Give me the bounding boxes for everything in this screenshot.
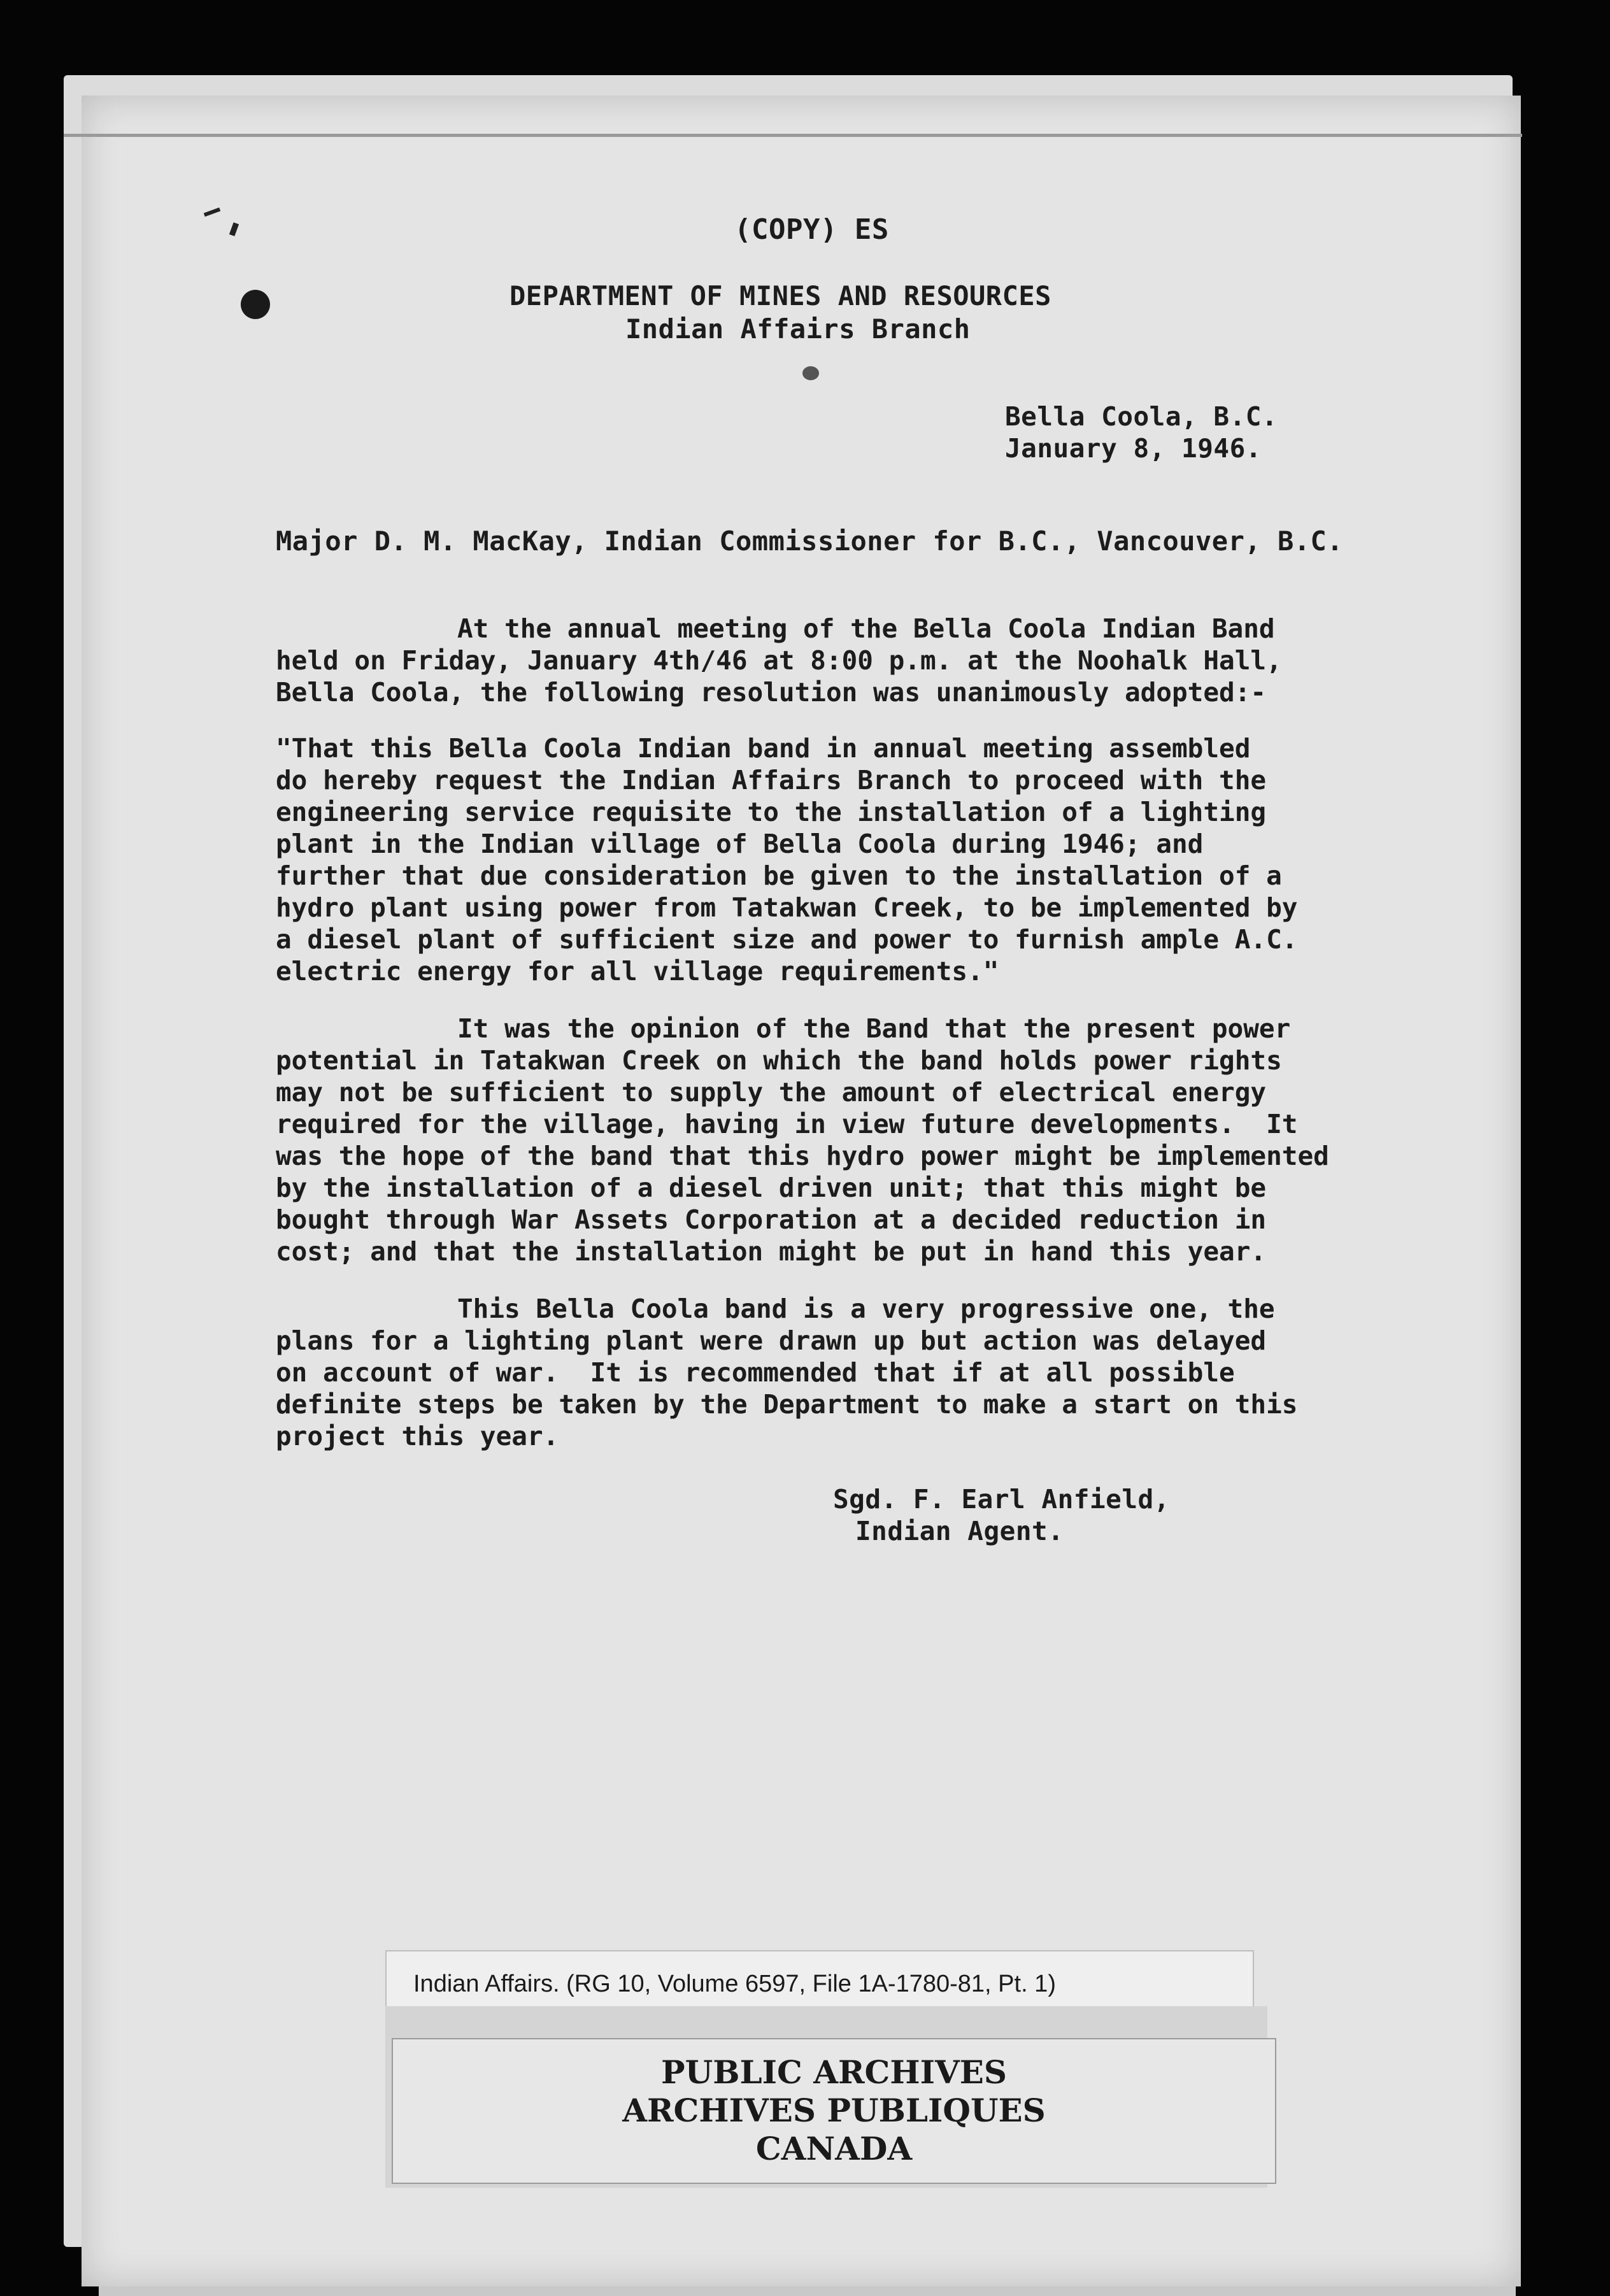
paragraph-line: At the annual meeting of the Bella Coola Indian Band xyxy=(457,613,1275,644)
paragraph-line: plant in the Indian village of Bella Coola during 1946; and xyxy=(276,829,1204,859)
copy-mark: (COPY) ES xyxy=(734,213,889,246)
paragraph-line: electric energy for all village requirements." xyxy=(276,956,999,987)
paragraph-line: held on Friday, January 4th/46 at 8:00 p.m. at the Noohalk Hall, xyxy=(276,645,1282,676)
paragraph-line: engineering service requisite to the installation of a lighting xyxy=(276,797,1267,827)
paragraph-meeting xyxy=(276,613,1486,708)
paragraph-line: bought through War Assets Corporation at a decided reduction in xyxy=(276,1204,1267,1235)
addressee: Major D. M. MacKay, Indian Commissioner for B.C., Vancouver, B.C. xyxy=(276,525,1344,557)
paragraph-line: potential in Tatakwan Creek on which the band holds power rights xyxy=(276,1045,1282,1076)
paragraph-line: definite steps be taken by the Department to make a start on this xyxy=(276,1389,1298,1420)
archive-reference: Indian Affairs. (RG 10, Volume 6597, File 1A-1780-81, Pt. 1) xyxy=(413,1971,1056,1997)
paragraph-line: hydro plant using power from Tatakwan Creek, to be implemented by xyxy=(276,892,1298,923)
signature-title: Indian Agent. xyxy=(855,1516,1064,1546)
stamp-line: PUBLIC ARCHIVES xyxy=(661,2053,1007,2091)
sheet-edge xyxy=(64,134,1522,137)
paragraph-opinion xyxy=(276,1013,1486,1267)
stamp-line: CANADA xyxy=(755,2130,913,2167)
paragraph-line: was the hope of the band that this hydro power might be implemented xyxy=(276,1141,1329,1171)
pen-mark xyxy=(204,208,220,217)
archive-stamp xyxy=(392,2038,1276,2184)
paragraph-line: cost; and that the installation might be put in hand this year. xyxy=(276,1236,1267,1267)
pen-mark xyxy=(229,222,239,236)
paragraph-line: project this year. xyxy=(276,1421,559,1451)
paragraph-line: This Bella Coola band is a very progressive one, the xyxy=(457,1294,1275,1324)
paragraph-line: do hereby request the Indian Affairs Branch to proceed with the xyxy=(276,765,1267,795)
paragraph-line: It was the opinion of the Band that the present power xyxy=(457,1013,1291,1044)
letter-place: Bella Coola, B.C. xyxy=(1005,401,1278,432)
ink-spot xyxy=(802,366,819,380)
letter-date: January 8, 1946. xyxy=(1005,433,1262,464)
signature: Sgd. F. Earl Anfield, xyxy=(833,1484,1170,1515)
paragraph-line: a diesel plant of sufficient size and power to furnish ample A.C. xyxy=(276,924,1298,955)
paragraph-recommendation xyxy=(276,1293,1486,1452)
paragraph-line: on account of war. It is recommended that if at all possible xyxy=(276,1357,1235,1388)
punch-hole xyxy=(241,290,270,319)
branch-heading: Indian Affairs Branch xyxy=(625,313,971,345)
paragraph-resolution xyxy=(276,732,1486,987)
paragraph-line: by the installation of a diesel driven unit; that this might be xyxy=(276,1173,1267,1203)
paragraph-line: plans for a lighting plant were drawn up but action was delayed xyxy=(276,1325,1267,1356)
paragraph-line: Bella Coola, the following resolution was unanimously adopted:- xyxy=(276,677,1267,708)
paragraph-line: further that due consideration be given to the installation of a xyxy=(276,860,1282,891)
paragraph-line: may not be sufficient to supply the amount of electrical energy xyxy=(276,1077,1267,1108)
department-heading: DEPARTMENT OF MINES AND RESOURCES xyxy=(509,280,1051,311)
paragraph-line: "That this Bella Coola Indian band in annual meeting assembled xyxy=(276,733,1251,764)
paragraph-line: required for the village, having in view future developments. It xyxy=(276,1109,1298,1139)
stamp-line: ARCHIVES PUBLIQUES xyxy=(622,2092,1046,2129)
